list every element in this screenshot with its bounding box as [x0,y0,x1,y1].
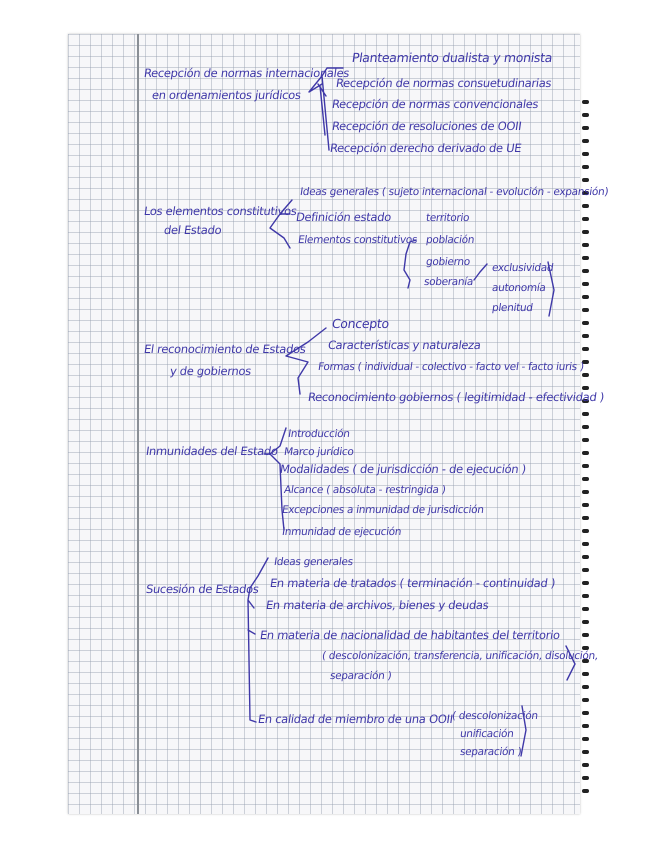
section-4-item: Inmunidad de ejecución [281,526,403,538]
section-2-subitem: gobierno [425,256,471,268]
section-1-item: Recepción de resoluciones de OOII [331,119,523,133]
section-2-item: Definición estado [295,210,392,224]
section-2-subsubitem: exclusividad [491,262,555,274]
section-3-title-line-1: El reconocimiento de Estados [143,342,307,356]
section-3-item: Concepto [330,316,391,331]
section-4-item: Modalidades ( de jurisdicción - de ejecución ) [279,462,527,476]
bracket-2b [404,240,416,288]
section-4-item: Excepciones a inmunidad de jurisdicción [281,504,485,516]
section-5-subitem: ( descolonización [451,710,539,722]
section-2-subsubitem: autonomía [491,282,547,294]
section-2-subsubitem: plenitud [491,302,534,314]
section-2-subitem: soberanía [423,276,474,288]
section-3-item: Formas ( individual - colectivo - facto vel - facto iuris ) [317,361,585,373]
section-2-item: Elementos constitutivos [297,234,418,246]
section-5-title: Sucesión de Estados [145,582,260,596]
section-1-item: Recepción derecho derivado de UE [329,141,523,155]
section-4-item: Marco jurídico [283,446,355,458]
section-5-subitem: unificación [459,728,515,740]
section-1-item: Planteamiento dualista y monista [350,50,554,65]
section-2-subitem: población [425,234,476,246]
section-2-subitem: territorio [425,212,470,224]
section-1-item: Recepción de normas convencionales [331,97,540,111]
section-3-item: Características y naturaleza [327,338,482,352]
section-1-title-line-1: Recepción de normas internacionales [143,66,351,80]
section-5-item: separación ) [329,670,393,682]
section-5-item: Ideas generales [273,556,354,568]
section-3-item: Reconocimiento gobiernos ( legitimidad - efectividad ) [307,390,606,404]
section-5-item: En materia de archivos, bienes y deudas [265,598,490,612]
section-5-item: En calidad de miembro de una OOII [257,712,454,726]
section-1-title-line-2: en ordenamientos jurídicos [151,88,302,102]
section-5-subitem: separación ) [459,746,523,758]
section-5-item: En materia de tratados ( terminación - continuidad ) [269,576,557,590]
section-2-title-line-2: del Estado [163,223,223,237]
section-5-item: En materia de nacionalidad de habitantes del territorio [259,628,561,642]
section-4-item: Alcance ( absoluta - restringida ) [283,484,447,496]
section-4-title: Inmunidades del Estado [145,444,279,458]
section-2-item: Ideas generales ( sujeto internacional - evolución - expansión) [299,186,610,198]
section-4-item: Introducción [287,428,351,440]
section-2-title-line-1: Los elementos constitutivos [143,204,298,218]
section-1-item: Recepción de normas consuetudinarias [335,76,553,90]
section-3-title-line-2: y de gobiernos [169,364,253,378]
section-5-item: ( descolonización, transferencia, unificación, disolución, [321,650,599,662]
